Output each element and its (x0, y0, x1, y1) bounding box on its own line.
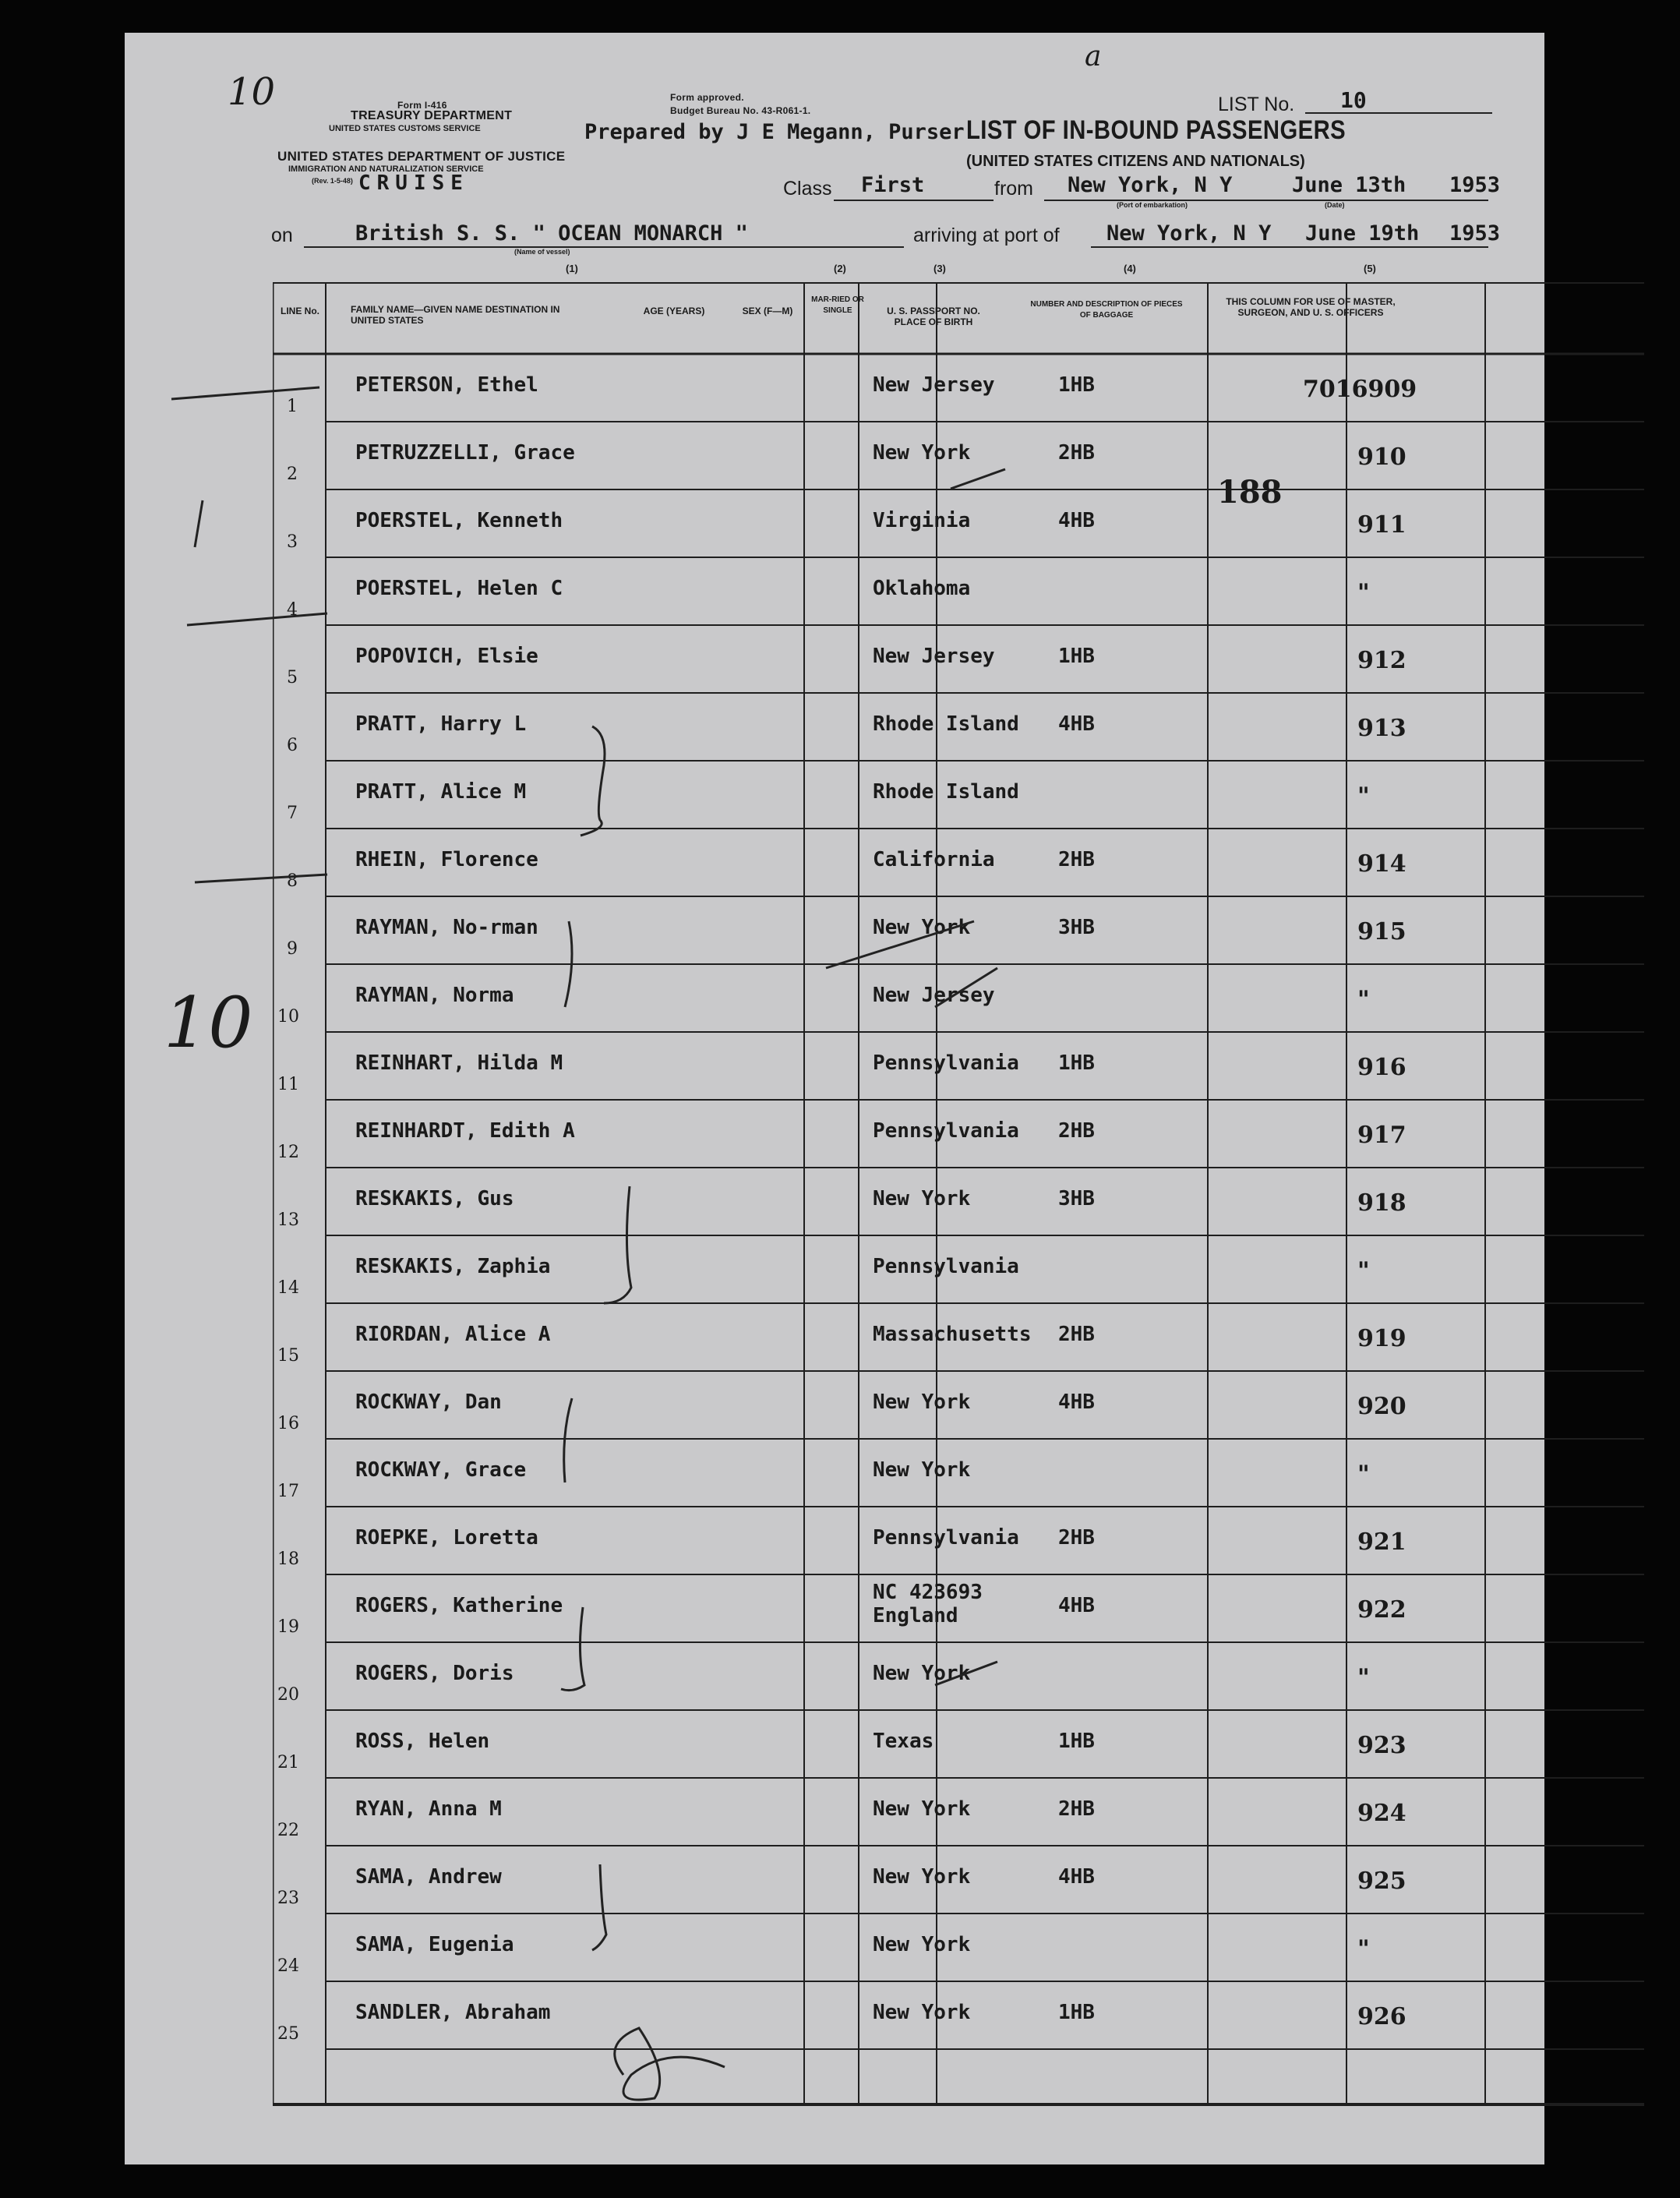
header-baggage: NUMBER AND DESCRIPTION OF PIECES OF BAGGAGE (1030, 300, 1183, 320)
header-officers: THIS COLUMN FOR USE OF MASTER, SURGEON, AND U. S. OFFICERS (1226, 296, 1396, 318)
line-number: 21 (277, 1753, 299, 1772)
officer-code: " (1357, 1257, 1370, 1285)
handwritten-margin-mark: 10 (164, 982, 253, 1064)
baggage: 3HB (1058, 1187, 1095, 1210)
from-port: New York, N Y (1068, 173, 1233, 197)
from-year: 1953 (1449, 173, 1501, 197)
place-of-birth: New Jersey (873, 645, 995, 668)
col-num-1: (1) (566, 263, 578, 274)
officer-code: 910 (1357, 443, 1406, 471)
line-number: 22 (277, 1821, 299, 1840)
line-number: 17 (277, 1482, 299, 1501)
baggage: 2HB (1058, 1526, 1095, 1550)
officer-code: " (1357, 783, 1370, 810)
passenger-name: POERSTEL, Kenneth (355, 509, 563, 532)
place-of-birth: New Jersey (873, 984, 995, 1007)
baggage: 4HB (1058, 1594, 1095, 1617)
place-of-birth: Massachusetts (873, 1323, 1032, 1346)
officer-code: 921 (1357, 1528, 1406, 1556)
place-of-birth: New York (873, 1865, 971, 1889)
officer-code: " (1357, 579, 1370, 606)
line-number: 6 (287, 736, 298, 755)
passenger-name: PETRUZZELLI, Grace (355, 441, 575, 465)
place-of-birth: New York (873, 916, 971, 939)
handwritten-page-mark: a (1085, 41, 1102, 72)
line-number: 7 (287, 804, 298, 823)
passenger-name: SAMA, Eugenia (355, 1933, 514, 1956)
officer-code: 917 (1357, 1122, 1406, 1149)
from-date: June 13th (1292, 173, 1406, 197)
header-age: AGE (YEARS) (643, 306, 705, 316)
baggage: 2HB (1058, 1119, 1095, 1143)
col-num-2: (2) (834, 263, 846, 274)
passenger-name: REINHART, Hilda M (355, 1051, 563, 1075)
officer-code: 915 (1357, 918, 1406, 945)
from-label: from (994, 178, 1033, 200)
manifest-page (125, 33, 1544, 2164)
passenger-name: RESKAKIS, Zaphia (355, 1255, 551, 1278)
line-number: 1 (287, 397, 298, 416)
passenger-name: ROEPKE, Loretta (355, 1526, 538, 1550)
class-label: Class (783, 178, 832, 200)
on-label: on (271, 224, 293, 246)
officer-code: 920 (1357, 1393, 1406, 1420)
passenger-name: POPOVICH, Elsie (355, 645, 538, 668)
passenger-name: RYAN, Anna M (355, 1797, 502, 1821)
place-of-birth: New York (873, 1662, 971, 1685)
baggage: 1HB (1058, 1730, 1095, 1753)
budget-bureau: Budget Bureau No. 43-R061-1. (670, 105, 811, 116)
dept-justice: UNITED STATES DEPARTMENT OF JUSTICE (277, 149, 566, 164)
officer-code: 923 (1357, 1732, 1406, 1759)
officer-code: 916 (1357, 1054, 1406, 1081)
place-of-birth: New York (873, 1187, 971, 1210)
prepared-by: Prepared by J E Megann, Purser (584, 120, 965, 144)
dept-customs: UNITED STATES CUSTOMS SERVICE (329, 124, 481, 133)
officer-code: 926 (1357, 2003, 1406, 2030)
dept-treasury: TREASURY DEPARTMENT (351, 109, 513, 122)
header-name: FAMILY NAME—GIVEN NAME DESTINATION IN UNITED STATES (351, 304, 560, 326)
line-number: 5 (287, 668, 298, 687)
passenger-name: RAYMAN, Norma (355, 984, 514, 1007)
form-approved: Form approved. (670, 92, 744, 103)
vessel-name: British S. S. " OCEAN MONARCH " (355, 221, 748, 246)
line-number: 3 (287, 532, 298, 552)
col-num-3: (3) (934, 263, 946, 274)
passenger-name: PETERSON, Ethel (355, 373, 538, 397)
baggage: 1HB (1058, 645, 1095, 668)
passenger-name: RAYMAN, No-rman (355, 916, 538, 939)
line-number: 23 (277, 1889, 299, 1908)
passenger-name: SANDLER, Abraham (355, 2001, 551, 2024)
passenger-name: RIORDAN, Alice A (355, 1323, 551, 1346)
dept-immigration: IMMIGRATION AND NATURALIZATION SERVICE (288, 164, 484, 174)
date-note: (Date) (1325, 201, 1345, 209)
passenger-name: ROGERS, Katherine (355, 1594, 563, 1617)
form-number: Form I-416 (397, 100, 447, 111)
baggage: 3HB (1058, 916, 1095, 939)
place-of-birth: Texas (873, 1730, 934, 1753)
handwritten-list-mark: 10 (228, 70, 276, 114)
place-of-birth: Oklahoma (873, 577, 971, 600)
line-number: 13 (277, 1210, 299, 1230)
baggage: 2HB (1058, 441, 1095, 465)
vessel-note: (Name of vessel) (514, 248, 570, 256)
cruise-stamp: CRUISE (358, 171, 469, 195)
officer-code: 914 (1357, 850, 1406, 878)
arrival-date: June 19th (1305, 221, 1420, 246)
officer-code: 925 (1357, 1868, 1406, 1895)
line-number: 16 (277, 1414, 299, 1433)
place-of-birth: Rhode Island (873, 780, 1019, 804)
officer-code: 919 (1357, 1325, 1406, 1352)
baggage: 4HB (1058, 509, 1095, 532)
header-sex: SEX (F—M) (742, 306, 793, 316)
line-number: 11 (277, 1075, 299, 1094)
place-of-birth: New York (873, 441, 971, 465)
line-number: 15 (277, 1346, 299, 1366)
passenger-name: RESKAKIS, Gus (355, 1187, 514, 1210)
officer-code: 922 (1357, 1596, 1406, 1624)
passenger-name: PRATT, Alice M (355, 780, 527, 804)
baggage: 2HB (1058, 1797, 1095, 1821)
place-of-birth: Pennsylvania (873, 1119, 1019, 1143)
baggage: 4HB (1058, 1865, 1095, 1889)
form-subtitle: (UNITED STATES CITIZENS AND NATIONALS) (966, 153, 1305, 170)
list-number: 10 (1340, 87, 1367, 113)
officer-code: 911 (1357, 511, 1406, 539)
arrival-year: 1953 (1449, 221, 1501, 246)
place-of-birth: New York (873, 1797, 971, 1821)
line-number: 14 (277, 1278, 299, 1298)
header-line-no: LINE No. (281, 306, 319, 316)
passenger-name: ROSS, Helen (355, 1730, 490, 1753)
col-num-4: (4) (1124, 263, 1136, 274)
port-embarkation-note: (Port of embarkation) (1117, 201, 1188, 209)
passenger-name: SAMA, Andrew (355, 1865, 502, 1889)
place-of-birth: New York (873, 1933, 971, 1956)
place-of-birth: New York (873, 2001, 971, 2024)
passenger-name: PRATT, Harry L (355, 712, 527, 736)
handwritten-annotations (125, 33, 1544, 2164)
form-title: LIST OF IN-BOUND PASSENGERS (966, 115, 1346, 145)
passenger-name: RHEIN, Florence (355, 848, 538, 871)
place-of-birth: California (873, 848, 995, 871)
line-number: 9 (287, 939, 298, 959)
place-of-birth: New York (873, 1458, 971, 1482)
place-of-birth: England (873, 1604, 958, 1627)
line-number: 19 (277, 1617, 299, 1637)
receipt-stamp: 188 (1217, 474, 1283, 511)
line-number: 18 (277, 1550, 299, 1569)
officer-code: 918 (1357, 1189, 1406, 1217)
place-of-birth: Virginia (873, 509, 971, 532)
passenger-name: POERSTEL, Helen C (355, 577, 563, 600)
baggage: 1HB (1058, 2001, 1095, 2024)
baggage: 4HB (1058, 1391, 1095, 1414)
passenger-name: ROGERS, Doris (355, 1662, 514, 1685)
line-number: 25 (277, 2024, 299, 2044)
baggage: 2HB (1058, 1323, 1095, 1346)
passenger-name: REINHARDT, Edith A (355, 1119, 575, 1143)
header-passport: U. S. PASSPORT NO. PLACE OF BIRTH (887, 306, 980, 327)
line-number: 12 (277, 1143, 299, 1162)
form-revision: (Rev. 1-5-48) (312, 177, 353, 185)
officer-code: " (1357, 986, 1370, 1013)
place-of-birth: Rhode Island (873, 712, 1019, 736)
officer-code: 7016909 (1303, 376, 1417, 403)
arriving-label: arriving at port of (913, 224, 1060, 246)
officer-code: " (1357, 1461, 1370, 1488)
place-of-birth: Pennsylvania (873, 1526, 1019, 1550)
officer-code: " (1357, 1935, 1370, 1963)
officer-code: 924 (1357, 1800, 1406, 1827)
place-of-birth: New Jersey (873, 373, 995, 397)
list-label: LIST No. (1218, 94, 1295, 115)
officer-code: 912 (1357, 647, 1406, 674)
place-of-birth: Pennsylvania (873, 1255, 1019, 1278)
baggage: 4HB (1058, 712, 1095, 736)
baggage: 2HB (1058, 848, 1095, 871)
line-number: 2 (287, 465, 298, 484)
line-number: 20 (277, 1685, 299, 1705)
officer-code: " (1357, 1664, 1370, 1691)
col-num-5: (5) (1364, 263, 1376, 274)
arrival-port: New York, N Y (1106, 221, 1272, 246)
line-number: 4 (287, 600, 298, 620)
baggage: 1HB (1058, 373, 1095, 397)
class-value: First (861, 173, 925, 197)
officer-code: 913 (1357, 715, 1406, 742)
passenger-name: ROCKWAY, Grace (355, 1458, 527, 1482)
line-number: 8 (287, 871, 298, 891)
line-number: 24 (277, 1956, 299, 1976)
baggage: 1HB (1058, 1051, 1095, 1075)
header-married: MAR-RIED OR SINGLE (811, 295, 864, 315)
passenger-name: ROCKWAY, Dan (355, 1391, 502, 1414)
place-of-birth: New York (873, 1391, 971, 1414)
passport-number: NC 423693 (873, 1581, 983, 1604)
place-of-birth: Pennsylvania (873, 1051, 1019, 1075)
line-number: 10 (277, 1007, 299, 1027)
